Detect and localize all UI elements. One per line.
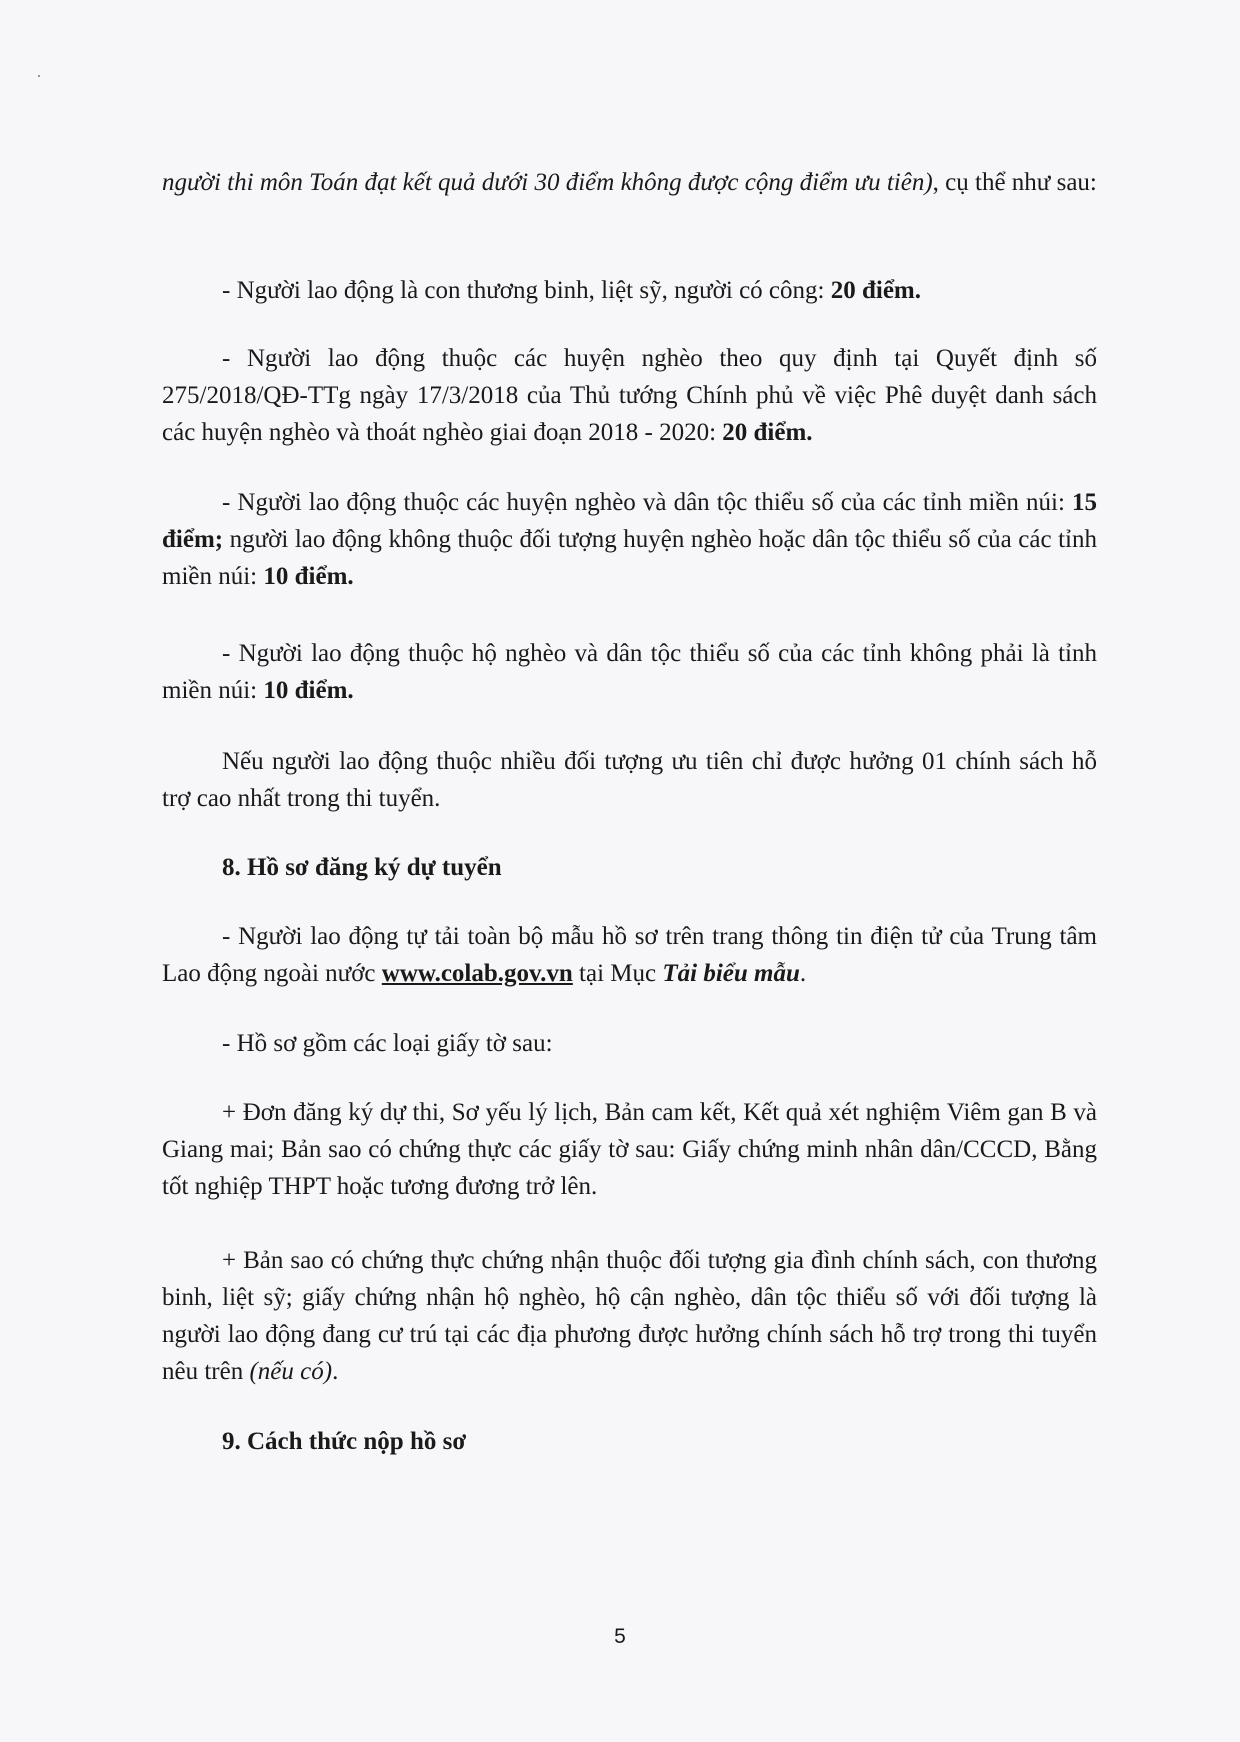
priority-item-4: - Người lao động thuộc hộ nghèo và dân tộc thiểu số của các tỉnh không phải là tỉnh miền núi: 10 điểm.	[162, 640, 1097, 704]
priority-item-3: - Người lao động thuộc các huyện nghèo và dân tộc thiểu số của các tỉnh miền núi: 15 điểm; người lao động không thuộc đối tượng huyện nghèo hoặc dân tộc thiểu số của các tỉnh miền núi: 10 điểm.	[162, 489, 1097, 590]
priority-points: 10 điểm.	[263, 563, 354, 590]
priority-points: 15 điểm;	[162, 489, 1097, 553]
priority-item-1: - Người lao động là con thương binh, liệt sỹ, người có công: 20 điểm.	[222, 277, 921, 304]
optional-note: (nếu có)	[249, 1358, 333, 1385]
download-forms-paragraph: - Người lao động tự tải toàn bộ mẫu hồ sơ trên trang thông tin điện tử của Trung tâm Lao động ngoài nước www.colab.gov.vn tại Mục Tải biểu mẫu.	[162, 923, 1097, 987]
scan-speck	[38, 75, 40, 77]
priority-points: 20 điểm.	[722, 419, 813, 446]
priority-points: 20 điểm.	[830, 277, 921, 304]
page-number: 5	[614, 1625, 626, 1648]
documents-intro: - Hồ sơ gồm các loại giấy tờ sau:	[222, 1030, 553, 1057]
documents-list-item-2: + Bản sao có chứng thực chứng nhận thuộc đối tượng gia đình chính sách, con thương binh, liệt sỹ; giấy chứng nhận hộ nghèo, hộ cận nghèo, dân tộc thiểu số với đối tượng là người lao động đang cư trú tại các địa phương được hưởng chính sách hỗ trợ trong thi tuyển nêu trên (nếu có).	[162, 1247, 1097, 1385]
priority-note: Nếu người lao động thuộc nhiều đối tượng ưu tiên chỉ được hưởng 01 chính sách hỗ trợ cao nhất trong thi tuyển.	[162, 748, 1097, 812]
intro-italic-text: người thi môn Toán đạt kết quả dưới 30 điểm không được cộng điểm ưu tiên)	[162, 169, 933, 196]
section-heading-9: 9. Cách thức nộp hồ sơ	[222, 1428, 467, 1455]
documents-list-item-1: + Đơn đăng ký dự thi, Sơ yếu lý lịch, Bản cam kết, Kết quả xét nghiệm Viêm gan B và Giang mai; Bản sao có chứng thực các giấy tờ sau: Giấy chứng minh nhân dân/CCCD, Bằng tốt nghiệp THPT hoặc tương đương trở lên.	[162, 1099, 1097, 1200]
intro-text: , cụ thể như sau:	[932, 169, 1097, 196]
priority-item-2: - Người lao động thuộc các huyện nghèo theo quy định tại Quyết định số 275/2018/QĐ-TTg ngày 17/3/2018 của Thủ tướng Chính phủ về việc Phê duyệt danh sách các huyện nghèo và thoát nghèo giai đoạn 2018 - 2020: 20 điểm.	[162, 345, 1097, 446]
priority-points: 10 điểm.	[263, 677, 354, 704]
intro-paragraph	[162, 164, 1097, 201]
colab-website-link[interactable]: www.colab.gov.vn	[381, 960, 573, 987]
forms-section-name: Tải biểu mẫu	[662, 960, 800, 987]
section-heading-8: 8. Hồ sơ đăng ký dự tuyển	[222, 854, 502, 881]
